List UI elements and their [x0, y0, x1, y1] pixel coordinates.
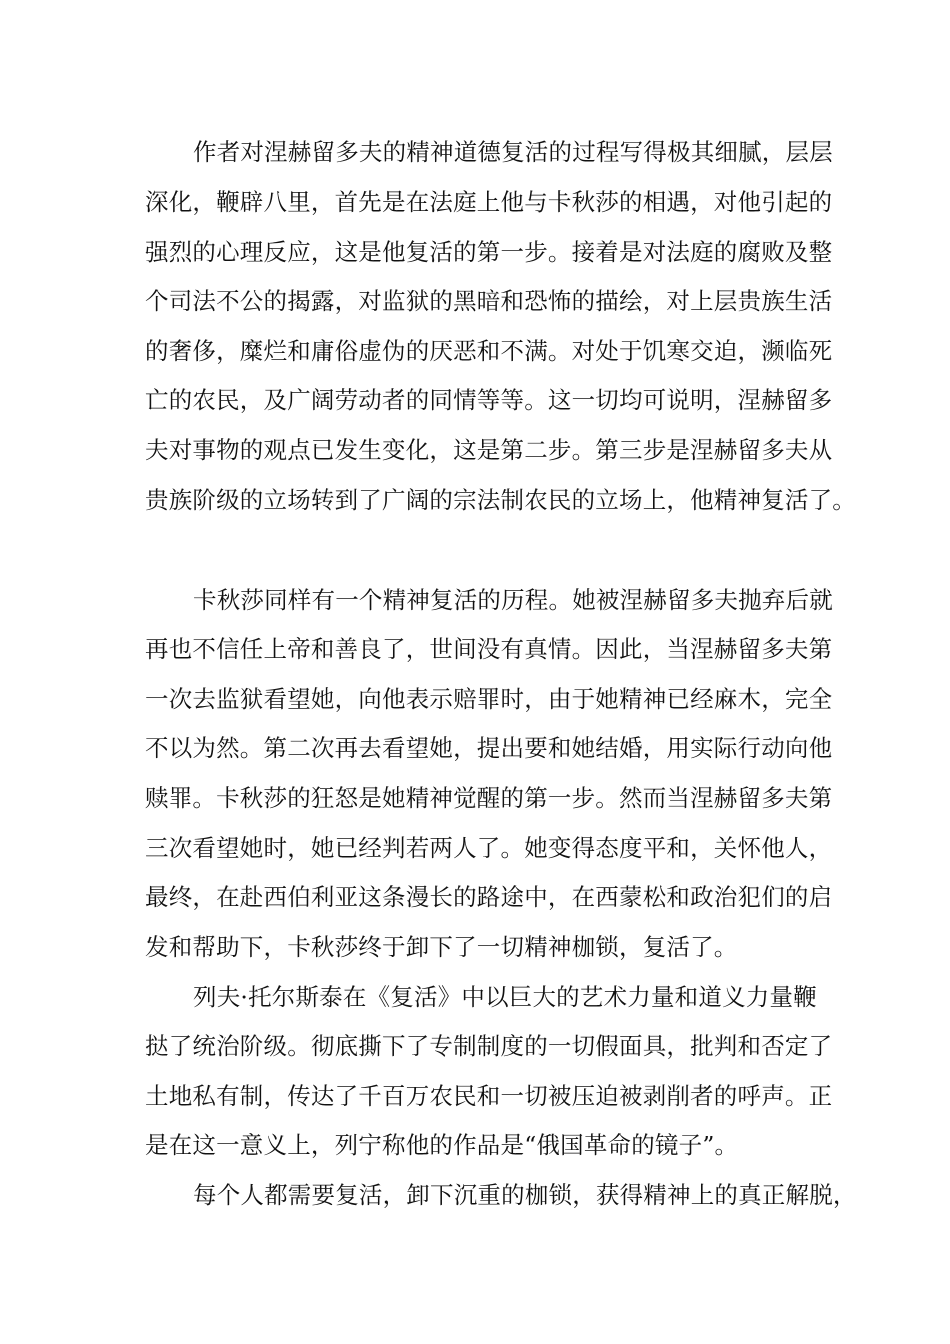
text-line: 一次去监狱看望她，向他表示赔罪时，由于她精神已经麻木，完全 [145, 685, 833, 713]
text-line: 再也不信任上帝和善良了，世间没有真情。因此，当涅赫留多夫第 [145, 635, 833, 663]
text-line: 赎罪。卡秋莎的狂怒是她精神觉醒的第一步。然而当涅赫留多夫第 [145, 784, 833, 812]
text-line: 挞了统治阶级。彻底撕下了专制制度的一切假面具，批判和否定了 [145, 1032, 833, 1060]
text-line: 土地私有制，传达了千百万农民和一切被压迫被剥削者的呼声。正 [145, 1082, 833, 1110]
text-line: 最终，在赴西伯利亚这条漫长的路途中，在西蒙松和政治犯们的启 [145, 883, 833, 911]
text-line: 亡的农民，及广阔劳动者的同情等等。这一切均可说明，涅赫留多 [145, 386, 833, 414]
text-line: 列夫·托尔斯泰在《复活》中以巨大的艺术力量和道义力量鞭 [193, 983, 817, 1011]
text-line: 每个人都需要复活，卸下沉重的枷锁，获得精神上的真正解脱， [193, 1181, 857, 1209]
text-line: 个司法不公的揭露，对监狱的黑暗和恐怖的描绘，对上层贵族生活 [145, 287, 833, 315]
text-line: 贵族阶级的立场转到了广阔的宗法制农民的立场上，他精神复活了。 [145, 486, 856, 514]
text-line: 的奢侈，糜烂和庸俗虚伪的厌恶和不满。对处于饥寒交迫，濒临死 [145, 337, 833, 365]
text-line: 卡秋莎同样有一个精神复活的历程。她被涅赫留多夫抛弃后就 [193, 586, 833, 614]
text-line: 强烈的心理反应，这是他复活的第一步。接着是对法庭的腐败及整 [145, 238, 833, 266]
text-line: 三次看望她时，她已经判若两人了。她变得态度平和，关怀他人， [145, 834, 833, 862]
text-line: 是在这一意义上，列宁称他的作品是“俄国革命的镜子”。 [145, 1131, 739, 1159]
text-line: 不以为然。第二次再去看望她，提出要和她结婚，用实际行动向他 [145, 734, 833, 762]
text-line: 作者对涅赫留多夫的精神道德复活的过程写得极其细腻，层层 [193, 138, 833, 166]
text-line: 发和帮助下，卡秋莎终于卸下了一切精神枷锁，复活了。 [145, 933, 738, 961]
text-line: 夫对事物的观点已发生变化，这是第二步。第三步是涅赫留多夫从 [145, 436, 833, 464]
text-line: 深化，鞭辟八里，首先是在法庭上他与卡秋莎的相遇，对他引起的 [145, 188, 833, 216]
